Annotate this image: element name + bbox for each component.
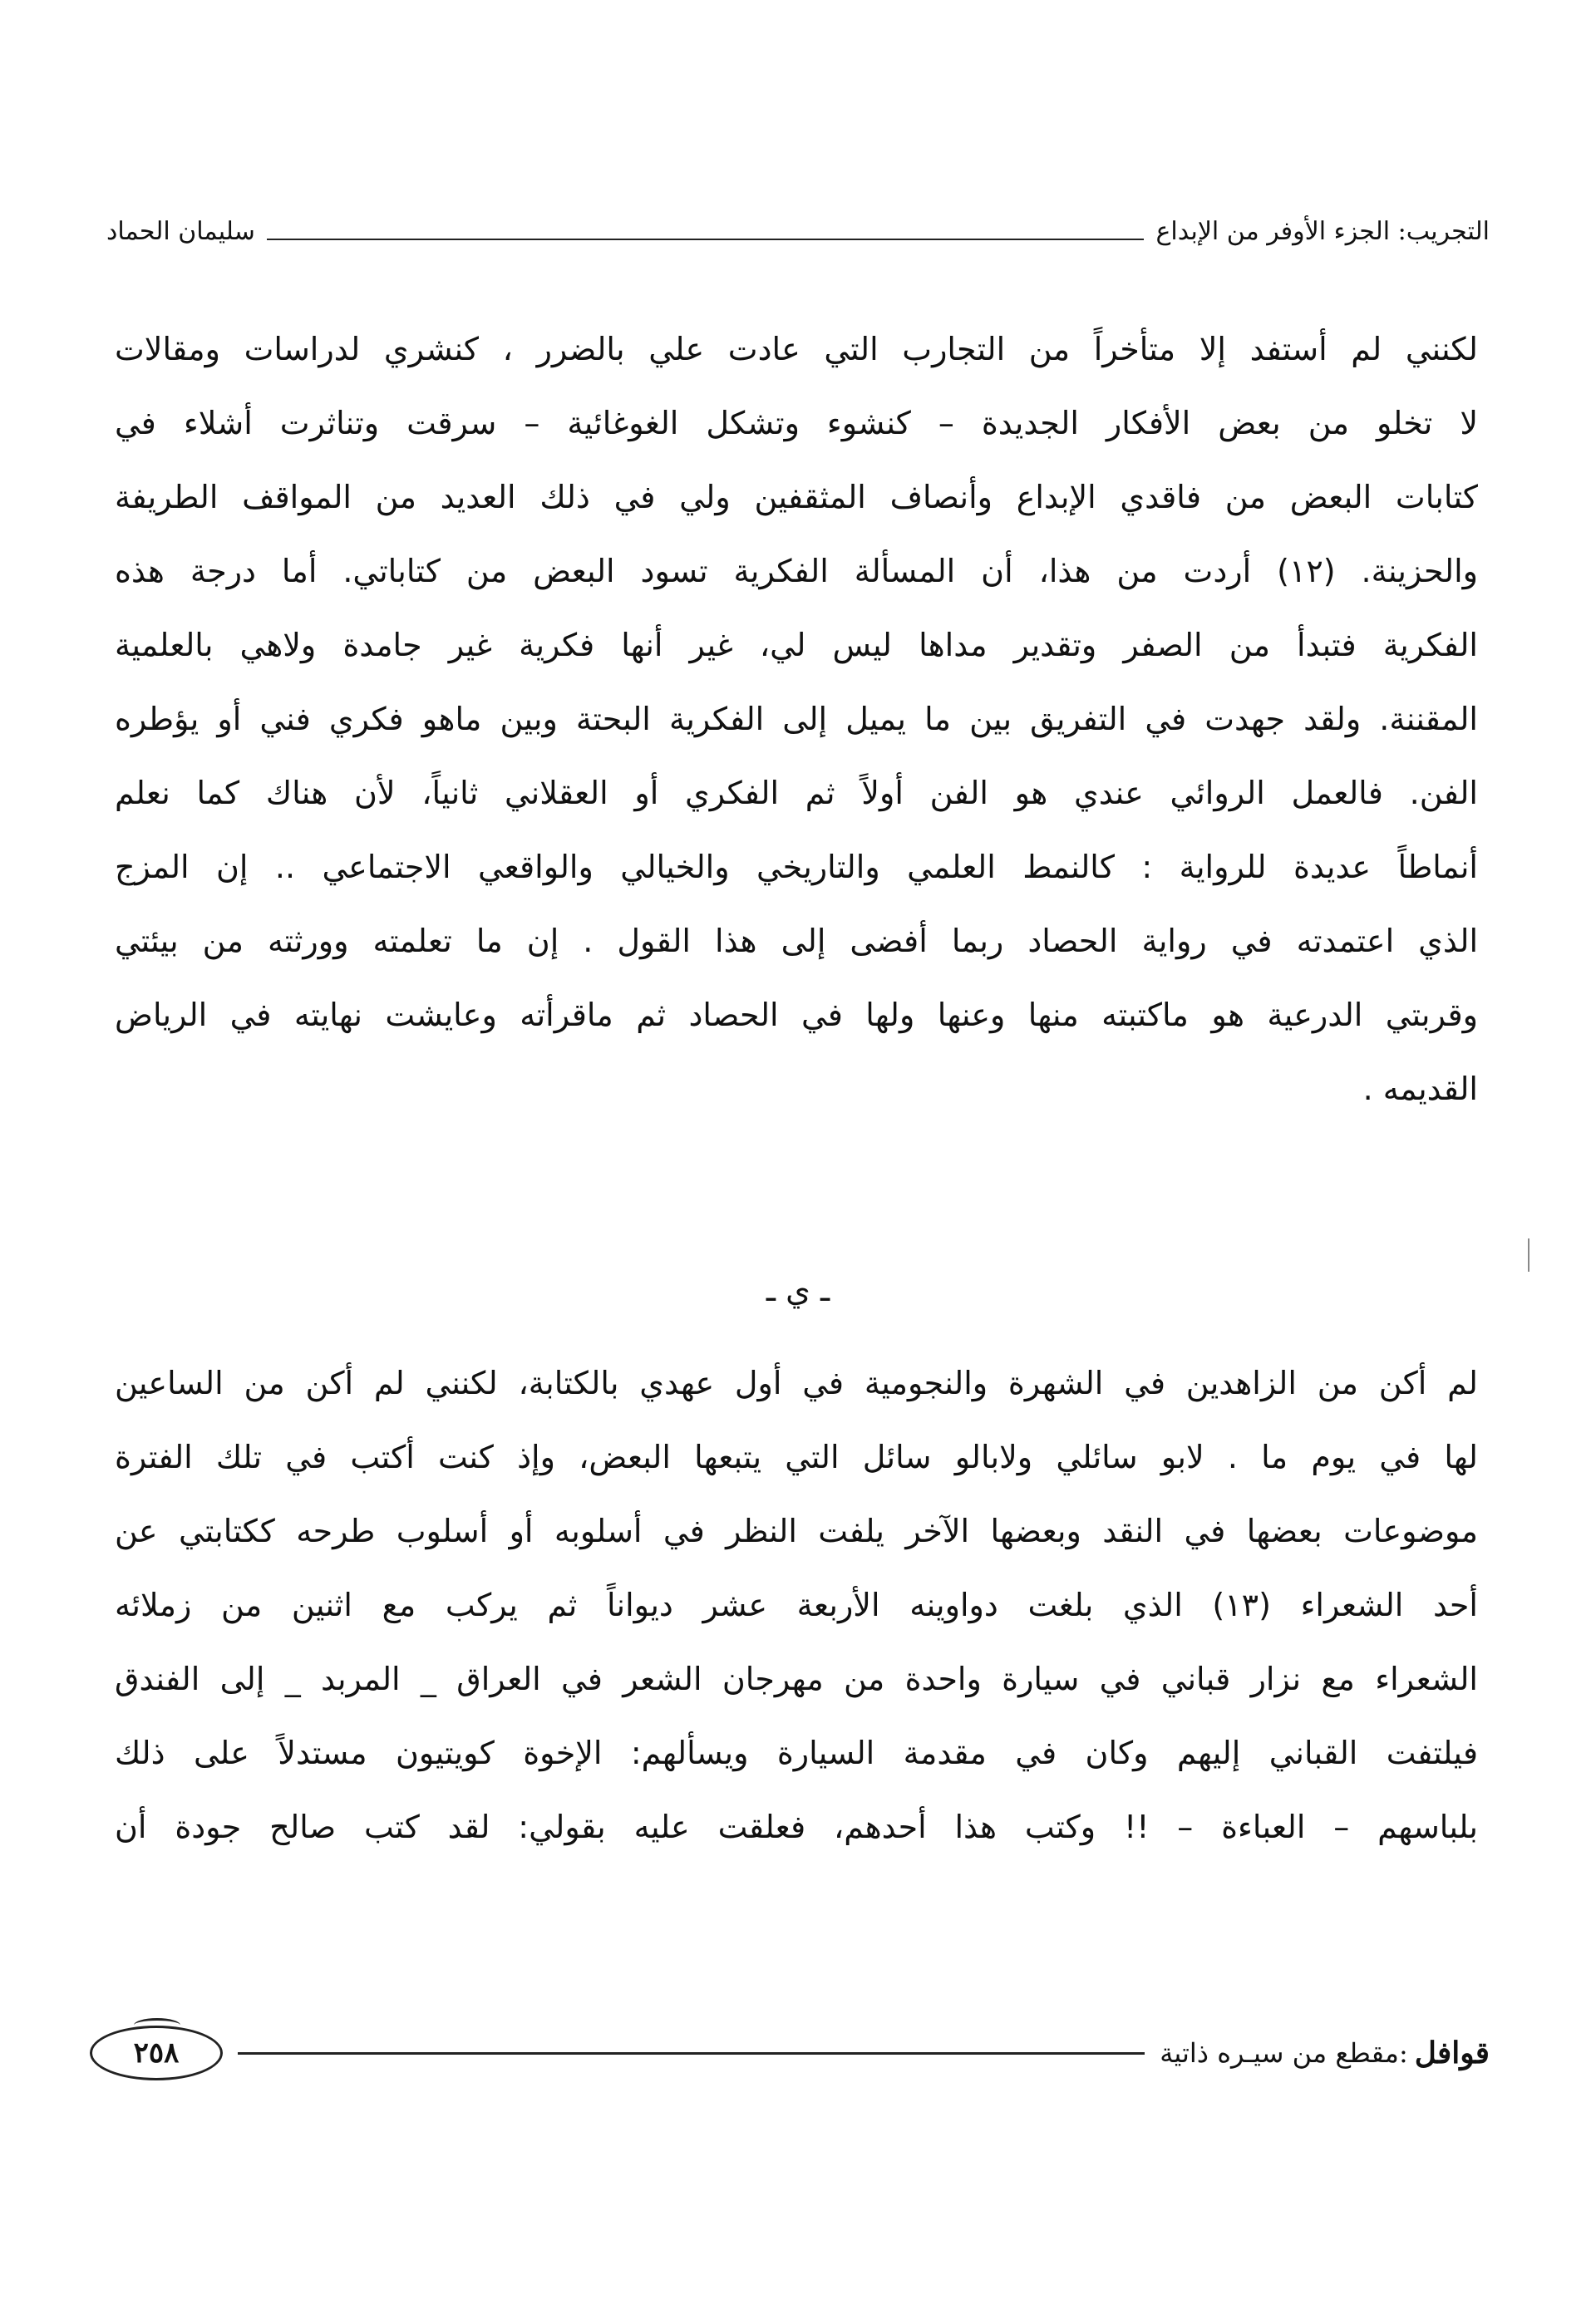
- text-line: الذي اعتمدته في رواية الحصاد ربما أفضى إلى هذا القول . إن ما تعلمته وورثته من بيئتي: [115, 923, 1478, 959]
- text-line: كتابات البعض من فاقدي الإبداع وأنصاف المثقفين ولي في ذلك العديد من المواقف الطريفة: [115, 479, 1478, 515]
- footer-subtitle: :مقطع من سيـره ذاتية: [1160, 2037, 1408, 2069]
- running-header: [106, 206, 1490, 256]
- paragraph-2: [115, 1347, 1478, 1864]
- text-line: لم أكن من الزاهدين في الشهرة والنجومية في أول عهدي بالكتابة، لكنني لم أكن من الساعين: [115, 1365, 1478, 1401]
- text-line: أنماطاً عديدة للرواية : كالنمط العلمي والتاريخي والخيالي والواقعي الاجتماعي .. إن المزج: [115, 849, 1478, 885]
- page-number: ٢٥٨: [133, 2036, 180, 2070]
- text-line: وقربتي الدرعية هو ماكتبته منها وعنها ولها في الحصاد ثم ماقرأته وعايشت نهايته في الرياض: [115, 997, 1478, 1033]
- text-line: الشعراء مع نزار قباني في سيارة واحدة من مهرجان الشعر في العراق _ المربد _ إلى الفندق: [115, 1661, 1478, 1697]
- page-number-badge: [90, 2026, 223, 2080]
- text-line: أحد الشعراء (١٣) الذي بلغت دواوينه الأربعة عشر ديواناً ثم يركب مع اثنين من زملائه: [115, 1587, 1478, 1623]
- text-line: المقننة. ولقد جهدت في التفريق بين ما يميل إلى الفكرية البحتة وبين ماهو فكري فني أو يؤطره: [115, 701, 1478, 737]
- text-line: الفن. فالعمل الروائي عندي هو الفن أولاً ثم الفكري أو العقلاني ثانياً، لأن هناك كما نعلم: [115, 775, 1478, 811]
- text-line: والحزينة. (١٢) أردت من هذا، أن المسألة الفكرية تسود البعض من كتاباتي. أما درجة هذه: [115, 553, 1478, 589]
- running-footer: [90, 2020, 1490, 2086]
- text-line: القديمه .: [1362, 1071, 1478, 1107]
- text-line: لها في يوم ما . لابو سائلي ولابالو سائل التي يتبعها البعض، وإذ كنت أكتب في تلك الفترة: [115, 1439, 1478, 1475]
- section-marker: ـ ي ـ: [766, 1272, 830, 1308]
- text-line: الفكرية فتبدأ من الصفر وتقدير مداها ليس لي، غير أنها فكرية غير جامدة ولاهي بالعلمية: [115, 627, 1478, 663]
- margin-mark: [1528, 1238, 1530, 1272]
- header-chapter-title: التجريب: الجزء الأوفر من الإبداع: [1155, 216, 1490, 246]
- text-line: موضوعات بعضها في النقد وبعضها الآخر يلفت النظر في أسلوبه أو أسلوب طرحه ككتابتي عن: [115, 1513, 1478, 1549]
- footer-book-title: قوافل: [1414, 2036, 1490, 2070]
- text-line: بلباسهم – العباءة – !! وكتب هذا أحدهم، فعلقت عليه بقولي: لقد كتب صالح جودة أن: [115, 1809, 1478, 1845]
- footer-rule: [238, 2052, 1145, 2055]
- text-line: لا تخلو من بعض الأفكار الجديدة – كنشوء وتشكل الغوغائية – سرقت وتناثرت أشلاء في: [115, 405, 1478, 441]
- header-rule: [267, 239, 1145, 240]
- paragraph-1: [115, 313, 1478, 1126]
- text-line: لكنني لم أستفد إلا متأخراً من التجارب التي عادت علي بالضرر ، كنشري لدراسات ومقالات: [115, 331, 1478, 367]
- header-author: سليمان الحماد: [106, 216, 255, 246]
- text-line: فيلتفت القباني إليهم وكان في مقدمة السيارة ويسألهم: الإخوة كويتيون مستدلاً على ذلك: [115, 1735, 1478, 1771]
